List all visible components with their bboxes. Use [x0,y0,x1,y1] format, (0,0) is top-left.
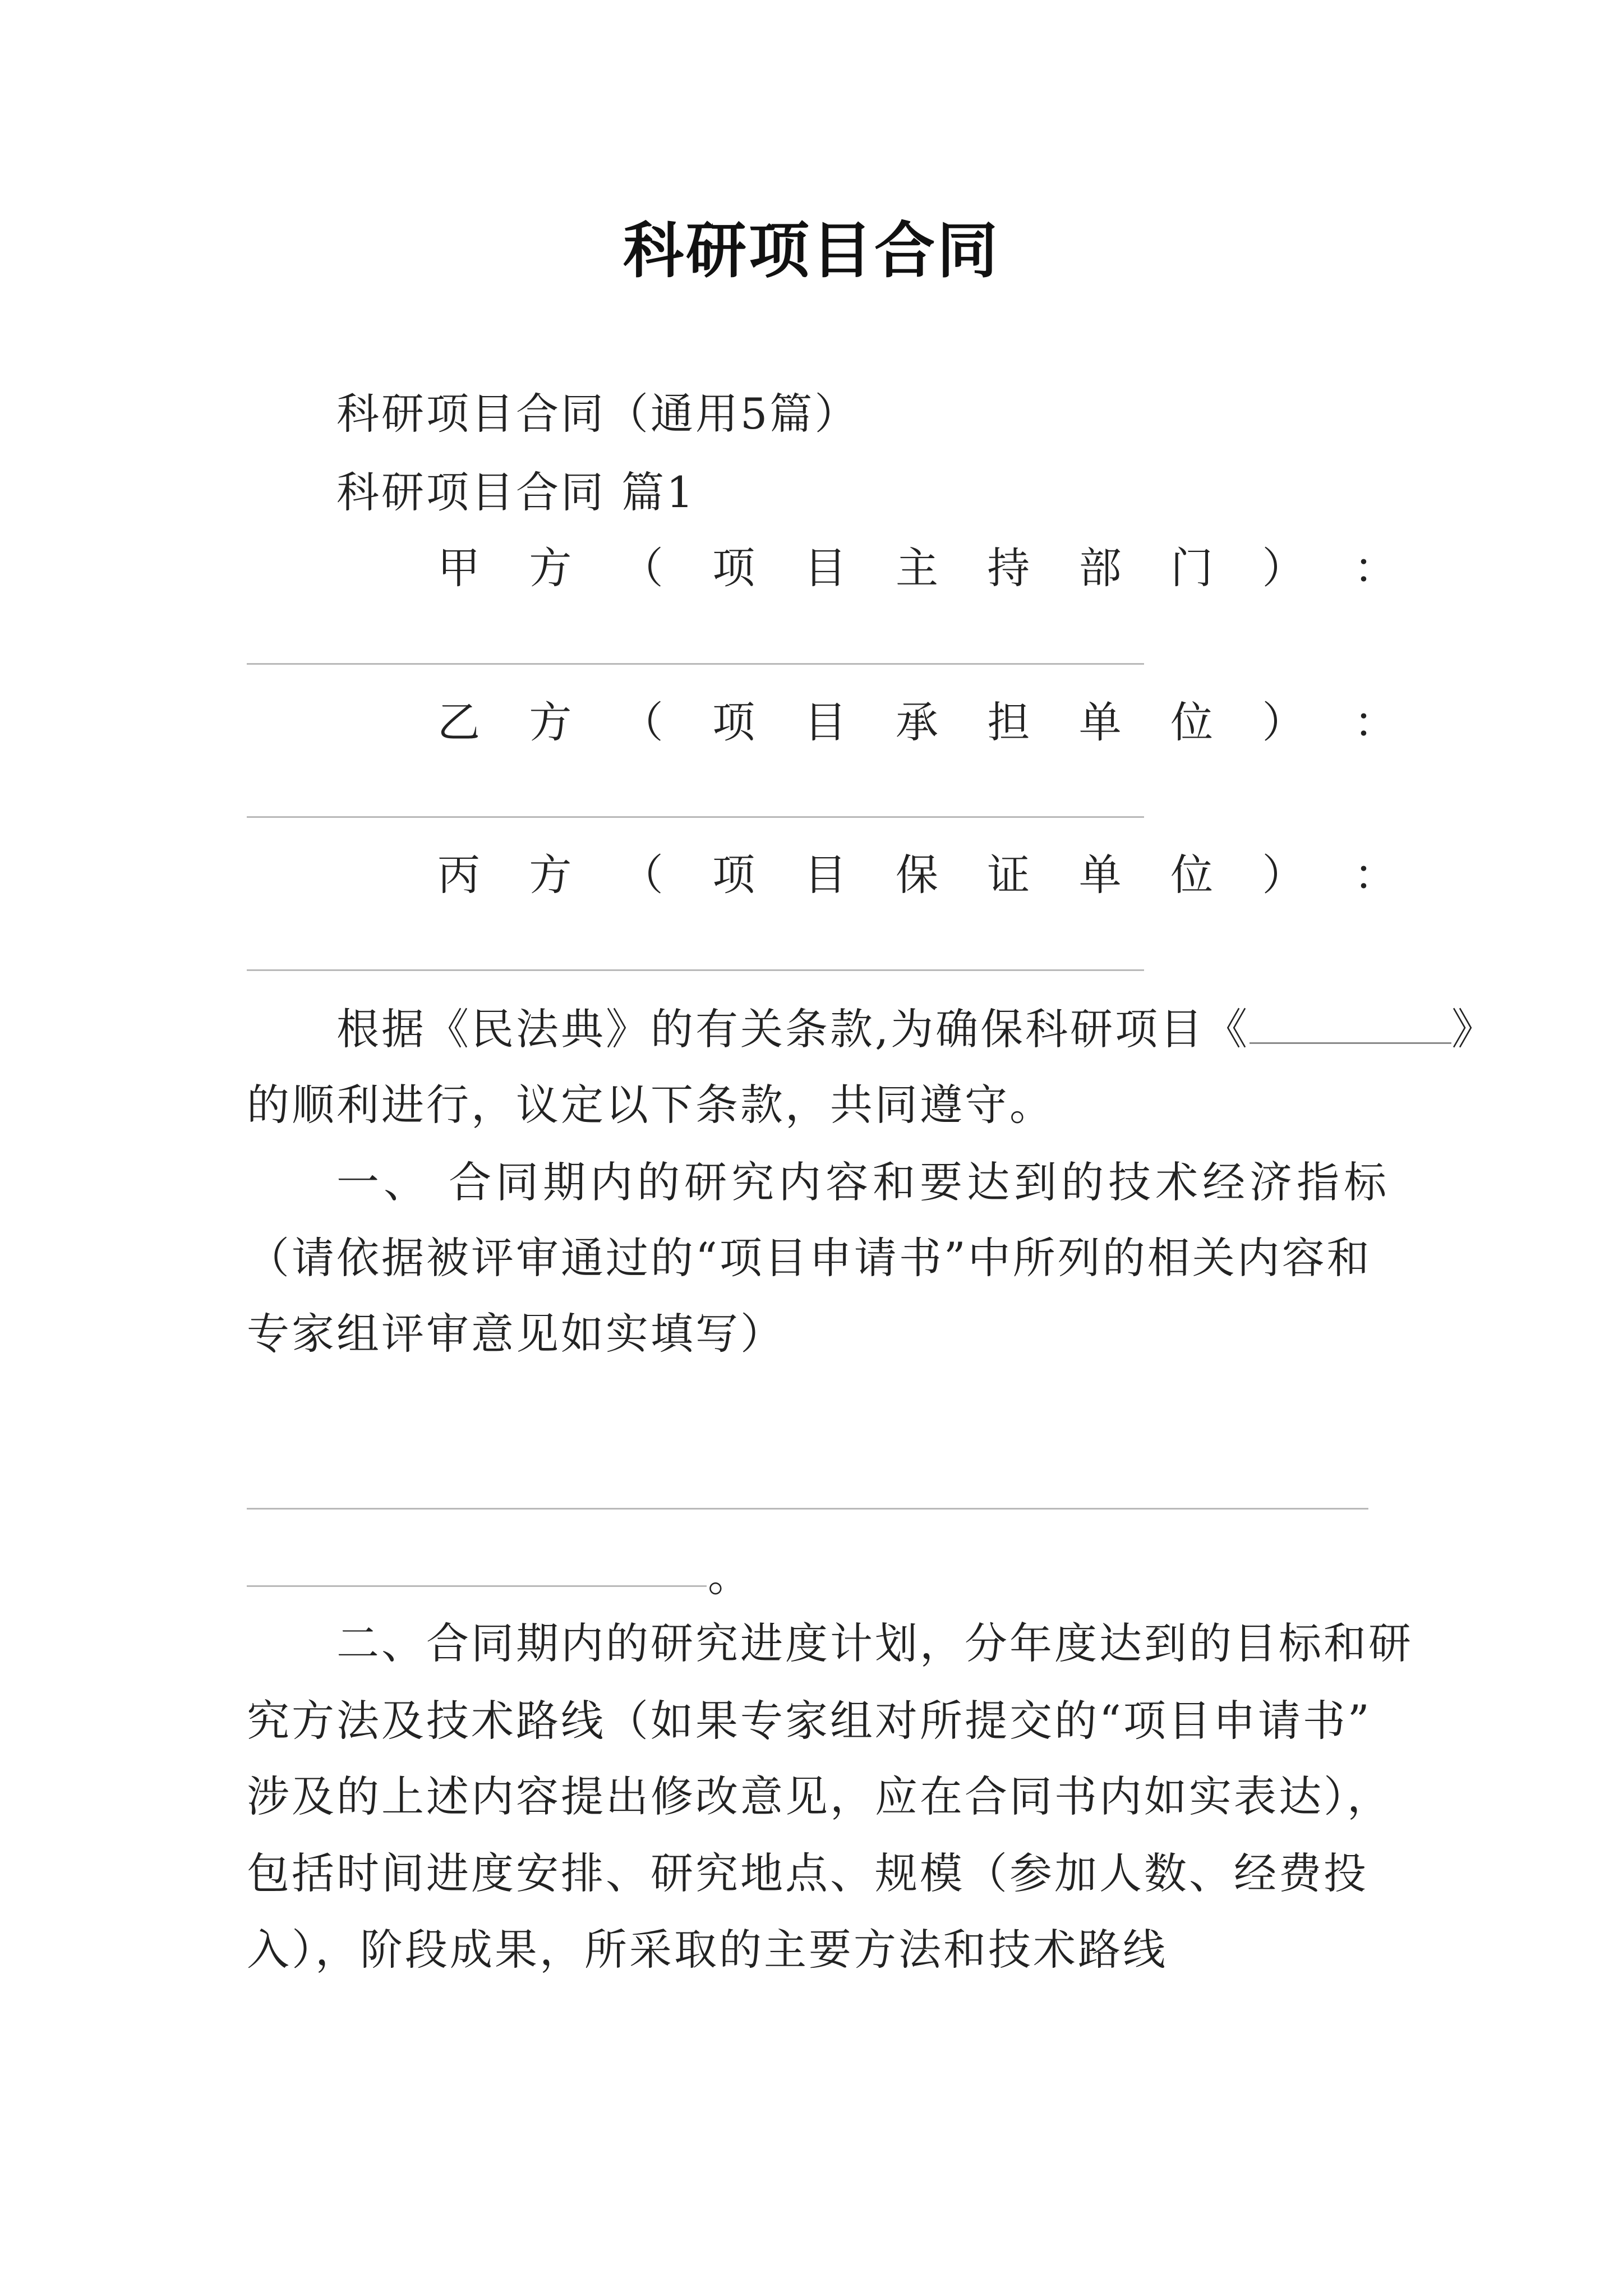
party-label-char: 甲 [437,543,480,593]
document-title: 科研项目合同 [623,215,1000,286]
party-label-char: （ [620,697,663,747]
intro-line-2: 的顺利进行，议定以下条款，共同遵守。 [247,1080,1054,1130]
party-label-char: 承 [895,697,938,747]
intro-line-1 [336,1004,1497,1054]
party-label-char: 目 [804,543,847,593]
party-label-char: 证 [987,850,1030,900]
clause-1-fill-line-2[interactable] [247,1585,707,1587]
party-label-char: ： [1353,850,1396,900]
party-label-char: ） [1262,850,1305,900]
party-label-char: 方 [529,850,572,900]
party-label-char: 项 [712,697,755,747]
party-label-char: ） [1262,543,1305,593]
party-label-char: 单 [1078,850,1122,900]
project-name-blank[interactable] [1249,1010,1451,1044]
intro-text-before: 根据《民法典》的有关条款,为确保科研项目《 [336,1004,1250,1054]
party-label-char: 门 [1170,543,1214,593]
clause-1-line-2: （请依据被评审通过的“项目申请书”中所列的相关内容和 [247,1233,1372,1283]
party-label-char: 主 [895,543,938,593]
party-label-char: （ [620,850,663,900]
party-label-char: （ [620,543,663,593]
party-label-char: 部 [1078,543,1122,593]
clause-2-line-5: 入），阶段成果，所采取的主要方法和技术路线 [247,1925,1168,1975]
clause-1-line-3: 专家组评审意见如实填写） [247,1309,785,1359]
party-label-char: 位 [1170,850,1214,900]
party-label-char: 单 [1078,697,1122,747]
clause-2-line-4: 包括时间进度安排、研究地点、规模（参加人数、经费投 [247,1848,1368,1898]
party-b-fill-line[interactable] [247,816,1144,818]
party-label-char: 目 [804,697,847,747]
party-label-char: 方 [529,543,572,593]
party-label-char: ： [1353,543,1396,593]
party-label-char: 乙 [437,697,480,747]
party-a-fill-line[interactable] [247,663,1144,665]
party-label-char: 目 [804,850,847,900]
party-label-char: 方 [529,697,572,747]
party-label-char: 保 [895,850,938,900]
document-subtitle: 科研项目合同（通用5篇） [336,389,860,439]
clause-1-end-mark: 。 [708,1551,753,1601]
party-label-char: 持 [987,543,1030,593]
clause-2-line-1: 二、合同期内的研究进度计划，分年度达到的目标和研 [336,1618,1413,1668]
party-label-char: 丙 [437,850,480,900]
section-heading: 科研项目合同 篇1 [336,467,696,517]
clause-1-line-1: 一、 合同期内的研究内容和要达到的技术经济指标 [336,1157,1391,1207]
party-label-char: 位 [1170,697,1214,747]
clause-2-line-3: 涉及的上述内容提出修改意见，应在合同书内如实表达）， [247,1772,1392,1821]
intro-text-after: 》 [1451,1004,1497,1054]
party-label-char: ） [1262,697,1305,747]
clause-2-line-2: 究方法及技术路线（如果专家组对所提交的“项目申请书” [247,1696,1372,1746]
party-label-char: ： [1353,697,1396,747]
party-a-label [437,543,1396,593]
party-label-char: 担 [987,697,1030,747]
party-c-fill-line[interactable] [247,969,1144,971]
party-c-label [437,850,1396,900]
clause-1-fill-line-1[interactable] [247,1508,1368,1510]
party-label-char: 项 [712,543,755,593]
party-label-char: 项 [712,850,755,900]
party-b-label [437,697,1396,747]
